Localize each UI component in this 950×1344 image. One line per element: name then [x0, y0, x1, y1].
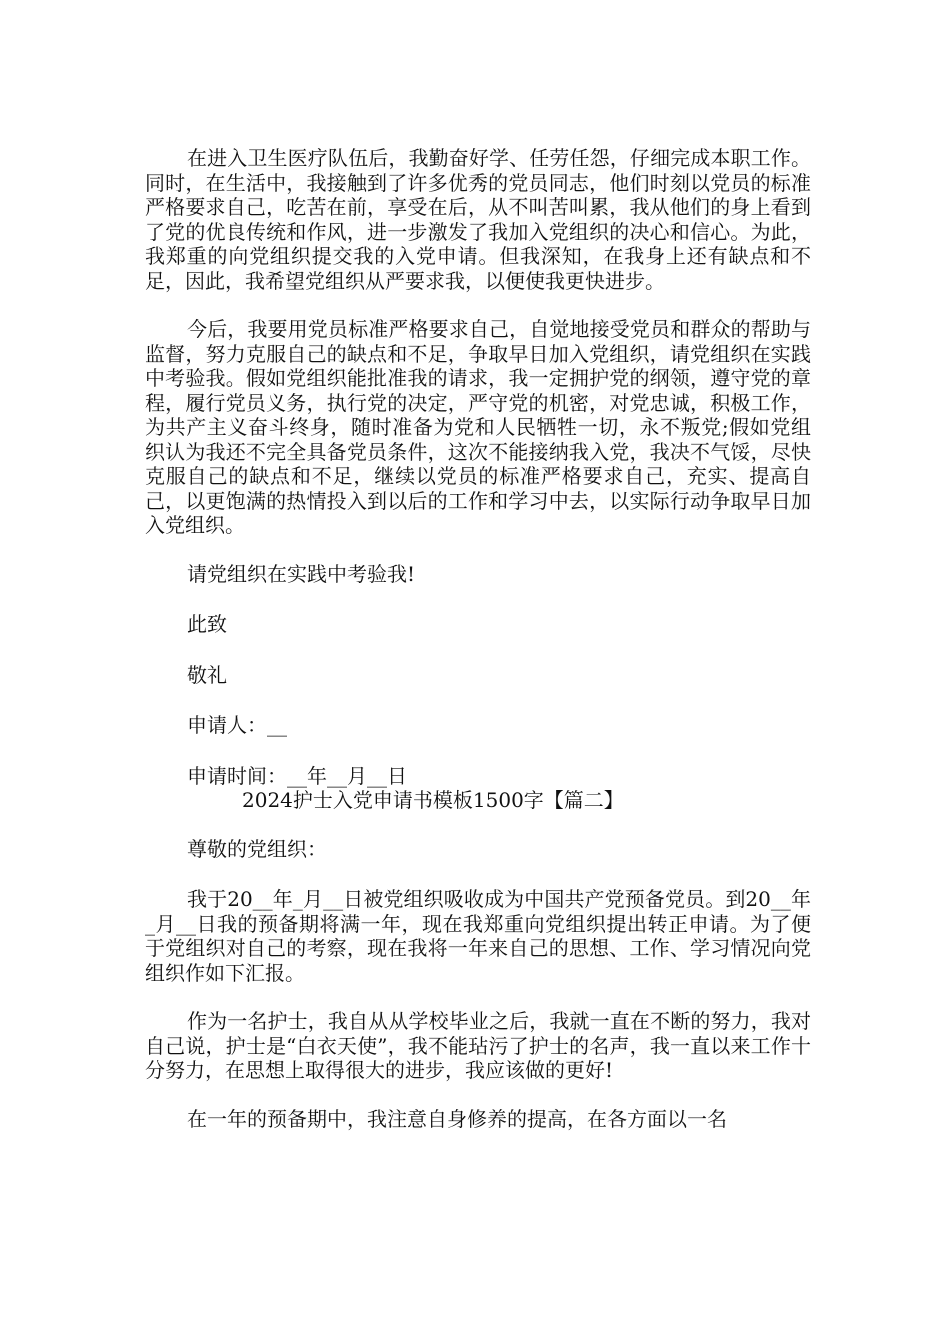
body-paragraph: 我于20__年_月__日被党组织吸收成为中国共产党预备党员。到20__年_月__日我的预备期将满一年，现在我郑重向党组织提出转正申请。为了便于党组织对自己的考察，现在我将一年来自己的思想、工作、学习情况向党组织作如下汇报。 [145, 887, 811, 985]
salutation: 尊敬的党组织： [187, 836, 327, 861]
closing-line: 请党组织在实践中考验我! [187, 561, 416, 586]
document-page [145, 146, 811, 1131]
closing-line: 敬礼 [187, 662, 227, 687]
section-heading: 2024护士入党申请书模板1500字【篇二】 [242, 788, 624, 812]
body-paragraph: 在一年的预备期中，我注意自身修养的提高，在各方面以一名 [187, 1106, 727, 1131]
body-paragraph: 在进入卫生医疗队伍后，我勤奋好学、任劳任怨，仔细完成本职工作。同时，在生活中，我接触到了许多优秀的党员同志，他们时刻以党员的标准严格要求自己，吃苦在前，享受在后，从不叫苦叫累，我从他们的身上看到了党的优良传统和作风，进一步激发了我加入党组织的决心和信心。为此，我郑重的向党组织提交我的入党申请。但我深知，在我身上还有缺点和不足，因此，我希望党组织从严要求我，以便使我更快进步。 [145, 146, 811, 293]
applicant-line: 申请人：__ [187, 713, 287, 737]
closing-line: 此致 [187, 612, 227, 636]
body-paragraph: 作为一名护士，我自从从学校毕业之后，我就一直在不断的努力，我对自己说，护士是“白衣天使”，我不能玷污了护士的名声，我一直以来工作十分努力，在思想上取得很大的进步，我应该做的更好! [145, 1009, 811, 1082]
application-date-line: 申请时间：__年__月__日 [187, 763, 407, 788]
body-paragraph: 今后，我要用党员标准严格要求自己，自觉地接受党员和群众的帮助与监督，努力克服自己的缺点和不足，争取早日加入党组织，请党组织在实践中考验我。假如党组织能批准我的请求，我一定拥护党的纲领，遵守党的章程，履行党员义务，执行党的决定，严守党的机密，对党忠诚，积极工作，为共产主义奋斗终身，随时准备为党和人民牺牲一切，永不叛党;假如党组织认为我还不完全具备党员条件，这次不能接纳我入党，我决不气馁，尽快克服自己的缺点和不足，继续以党员的标准严格要求自己，充实、提高自己，以更饱满的热情投入到以后的工作和学习中去，以实际行动争取早日加入党组织。 [145, 317, 811, 537]
